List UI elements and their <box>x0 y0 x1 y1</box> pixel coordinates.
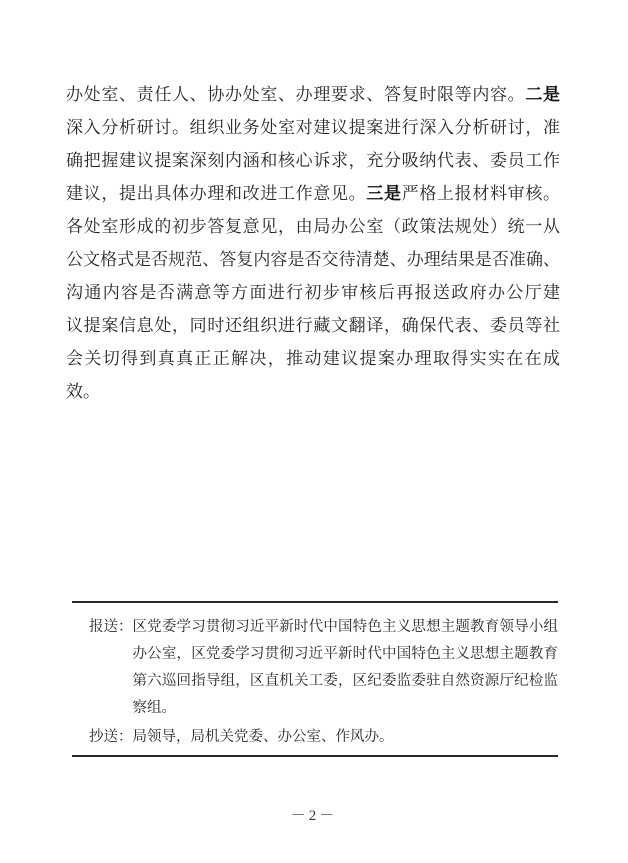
body-line <box>66 375 560 408</box>
body-line <box>66 276 560 309</box>
body-text: 议提案信息处，同时还组织进行藏文翻译，确保代表、委员等社 <box>66 316 560 335</box>
body-text: 深入分析研讨。组织业务处室对建议提案进行深入分析研讨，准 <box>66 118 560 137</box>
body-line <box>66 210 560 243</box>
body-text: 办处室、责任人、协办处室、办理要求、答复时限等内容。 <box>66 85 526 104</box>
body-line <box>66 78 560 111</box>
body-line <box>66 342 560 375</box>
body-text: 沟通内容是否满意等方面进行初步审核后再报送政府办公厅建 <box>66 283 560 302</box>
report-to-line: 第六巡回指导组，区直机关工委，区纪委监委驻自然资源厅纪检监 <box>132 673 558 689</box>
distribution-block <box>72 601 558 757</box>
body-text: 效。 <box>66 382 100 401</box>
body-line <box>66 309 560 342</box>
body-line <box>66 177 560 210</box>
report-to-line: 区党委学习贯彻习近平新时代中国特色主义思想主题教育领导小组 <box>132 619 558 635</box>
page-number: －2－ <box>290 808 338 824</box>
emphasis-text: 二是 <box>525 85 561 104</box>
report-to-row <box>72 614 558 722</box>
body-text: 公文格式是否规范、答复内容是否交待清楚、办理结果是否准确、 <box>66 250 560 269</box>
body-line <box>66 144 560 177</box>
report-to-line: 办公室，区党委学习贯彻习近平新时代中国特色主义思想主题教育 <box>132 646 558 662</box>
report-to-line: 察组。 <box>132 700 176 716</box>
body-text: 严格上报材料审核。 <box>401 184 561 203</box>
body-paragraph <box>66 78 560 408</box>
body-text: 各处室形成的初步答复意见，由局办公室（政策法规处）统一从 <box>66 217 560 236</box>
report-to-list <box>133 614 559 722</box>
copy-to-line: 局领导，局机关党委、办公室、作风办。 <box>132 729 394 745</box>
emphasis-text: 三是 <box>366 184 402 203</box>
body-text: 确把握建议提案深刻内涵和核心诉求，充分吸纳代表、委员工作 <box>66 151 560 170</box>
copy-to-row <box>72 724 558 751</box>
copy-to-label: 抄送： <box>89 729 133 745</box>
report-to-label: 报送： <box>89 619 133 635</box>
body-line <box>66 243 560 276</box>
body-text: 会关切得到真真正正解决，推动建议提案办理取得实实在在成 <box>66 349 560 368</box>
copy-to-list <box>133 724 559 751</box>
body-text: 建议，提出具体办理和改进工作意见。 <box>66 184 367 203</box>
body-line <box>66 111 560 144</box>
